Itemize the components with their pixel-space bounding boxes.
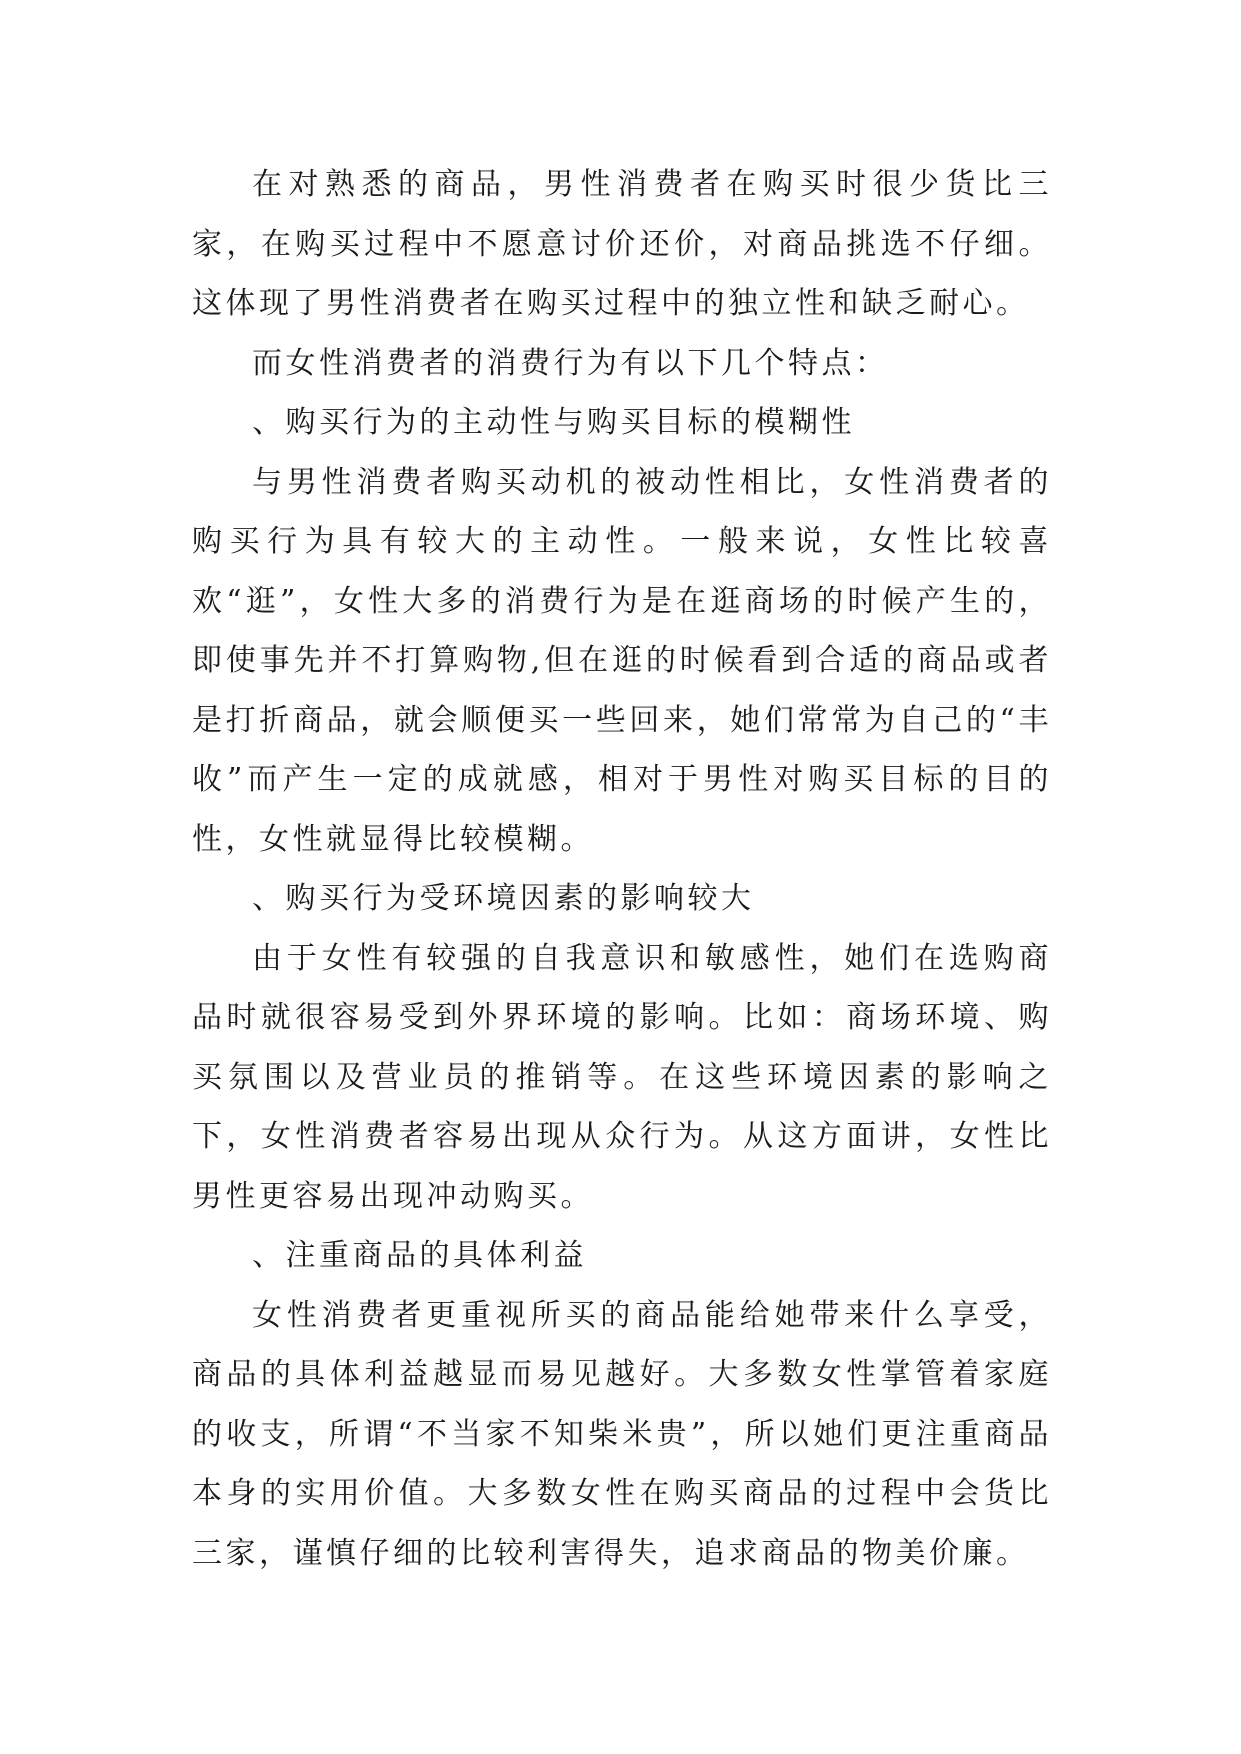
paragraph-initiative-and-vague-goals: 与男性消费者购买动机的被动性相比，女性消费者的购买行为具有较大的主动性。一般来说，女性比较喜欢“逛”，女性大多的消费行为是在逛商场的时候产生的，即使事先并不打算购物,但在逛的时候看到合适的商品或者是打折商品，就会顺便买一些回来，她们常常为自己的“丰收”而产生一定的成就感，相对于男性对购买目标的目的性，女性就显得比较模糊。 [192,464,1052,857]
paragraph-environment-influence: 由于女性有较强的自我意识和敏感性，她们在选购商品时就很容易受到外界环境的影响。比如：商场环境、购买氛围以及营业员的推销等。在这些环境因素的影响之下，女性消费者容易出现从众行为。从这方面讲，女性比男性更容易出现冲动购买。 [192,940,1052,1214]
document-body [192,155,1052,1583]
heading-concrete-benefits: 、注重商品的具体利益 [252,1238,587,1273]
heading-initiative-and-vague-goals: 、购买行为的主动性与购买目标的模糊性 [252,405,855,440]
paragraph-concrete-benefits: 女性消费者更重视所买的商品能给她带来什么享受，商品的具体利益越显而易见越好。大多数女性掌管着家庭的收支，所谓“不当家不知柴米贵”，所以她们更注重商品本身的实用价值。大多数女性在购买商品的过程中会货比三家，谨慎仔细的比较利害得失，追求商品的物美价廉。 [192,1297,1052,1571]
paragraph-female-intro: 而女性消费者的消费行为有以下几个特点： [252,345,889,381]
paragraph-male-shopping-habits: 在对熟悉的商品，男性消费者在购买时很少货比三家，在购买过程中不愿意讨价还价，对商品挑选不仔细。这体现了男性消费者在购买过程中的独立性和缺乏耐心。 [192,167,1052,321]
heading-environment-influence: 、购买行为受环境因素的影响较大 [252,881,755,916]
